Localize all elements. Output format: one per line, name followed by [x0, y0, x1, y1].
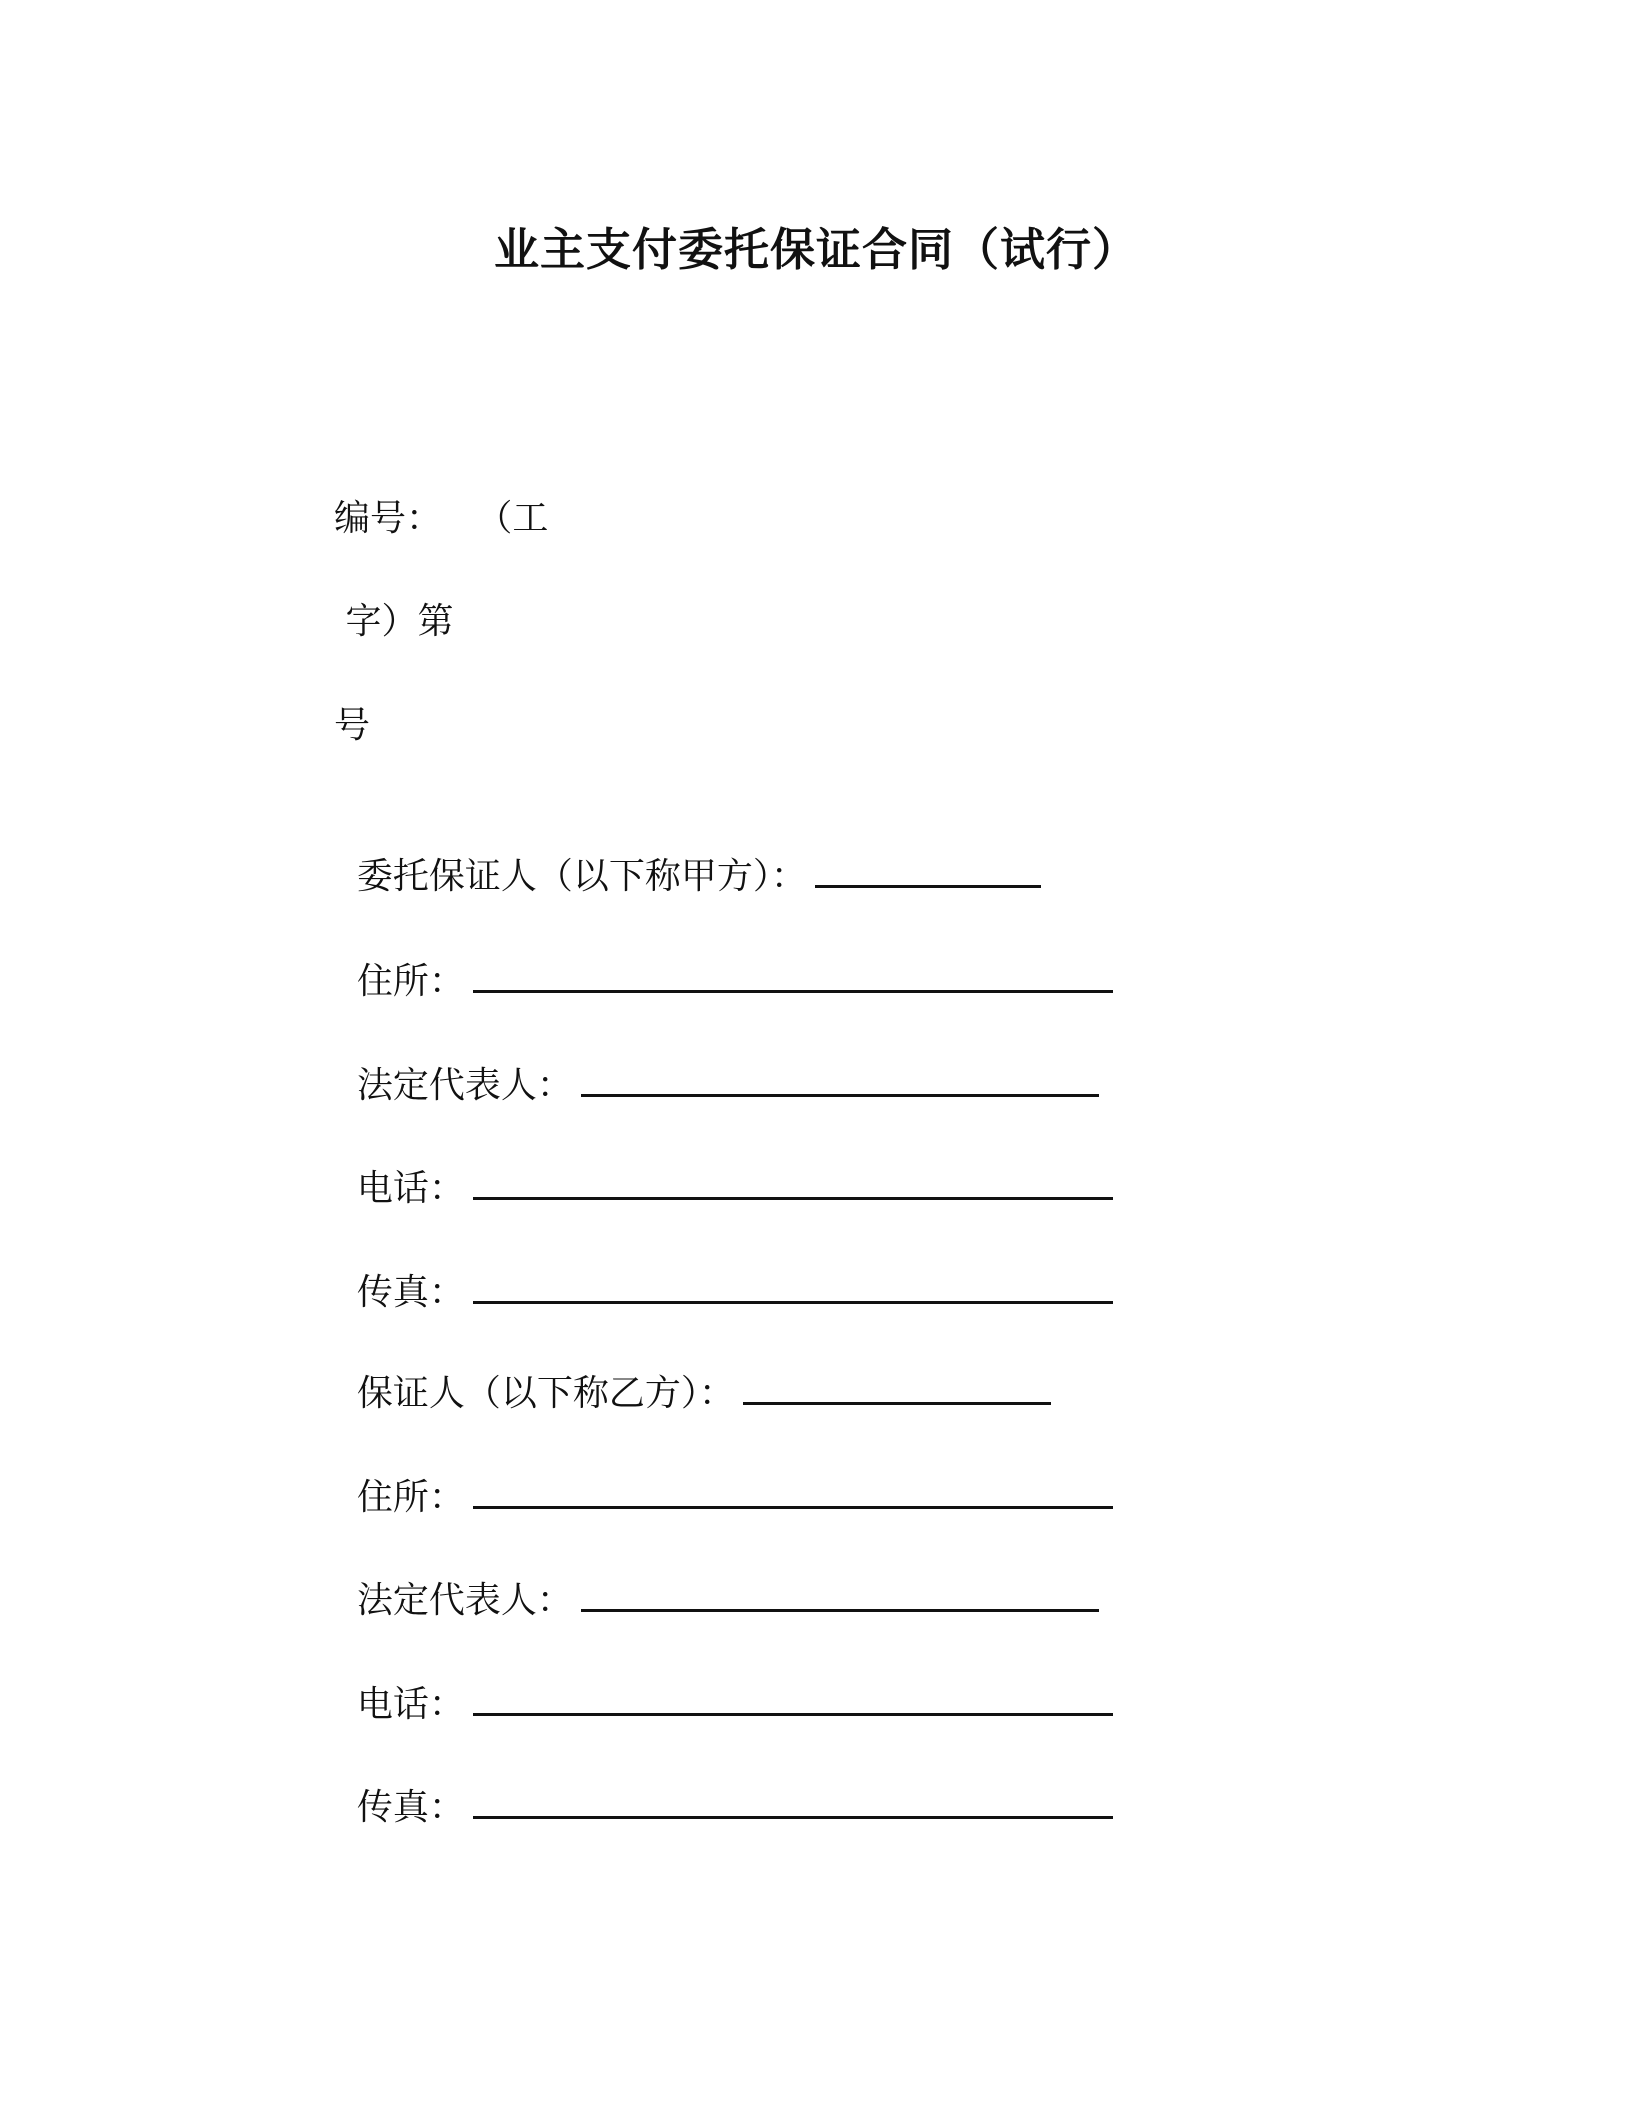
- party-b-representative-row: [334, 1529, 1099, 1625]
- party-b-address-row: [334, 1426, 1113, 1522]
- party-a-representative-label: 法定代表人：: [356, 1065, 573, 1106]
- party-a-name-blank: [815, 859, 1041, 888]
- party-b-representative-blank: [581, 1583, 1099, 1612]
- party-a-representative-row: [334, 1014, 1099, 1110]
- party-a-fax-label: 传真：: [356, 1272, 465, 1313]
- party-a-phone-label: 电话：: [356, 1168, 465, 1209]
- party-b-name-blank: [743, 1376, 1051, 1405]
- party-b-label: 保证人（以下称乙方）：: [356, 1373, 735, 1414]
- party-a-label: 委托保证人（以下称甲方）：: [356, 856, 807, 897]
- party-a-phone-row: [334, 1117, 1113, 1213]
- party-a-address-row: [334, 910, 1113, 1006]
- party-a-representative-blank: [581, 1068, 1099, 1097]
- contract-number-line-1: 编号： （工: [334, 498, 549, 539]
- contract-number-line-2: 字）第: [334, 601, 454, 642]
- contract-number-line-3: 号: [334, 705, 371, 746]
- party-b-address-blank: [473, 1480, 1113, 1509]
- party-a-phone-blank: [473, 1171, 1113, 1200]
- party-b-address-label: 住所：: [356, 1477, 465, 1518]
- party-b-fax-label: 传真：: [356, 1787, 465, 1828]
- party-a-address-label: 住所：: [356, 961, 465, 1002]
- party-b-row: [334, 1322, 1051, 1418]
- party-b-phone-blank: [473, 1687, 1113, 1716]
- party-b-phone-label: 电话：: [356, 1684, 465, 1725]
- party-b-fax-row: [334, 1736, 1113, 1832]
- party-b-fax-blank: [473, 1790, 1113, 1819]
- party-a-address-blank: [473, 964, 1113, 993]
- party-a-row: [334, 805, 1041, 901]
- party-b-phone-row: [334, 1633, 1113, 1729]
- party-a-fax-row: [334, 1221, 1113, 1317]
- party-a-fax-blank: [473, 1275, 1113, 1304]
- document-title: 业主支付委托保证合同（试行）: [493, 223, 1138, 276]
- party-b-representative-label: 法定代表人：: [356, 1580, 573, 1621]
